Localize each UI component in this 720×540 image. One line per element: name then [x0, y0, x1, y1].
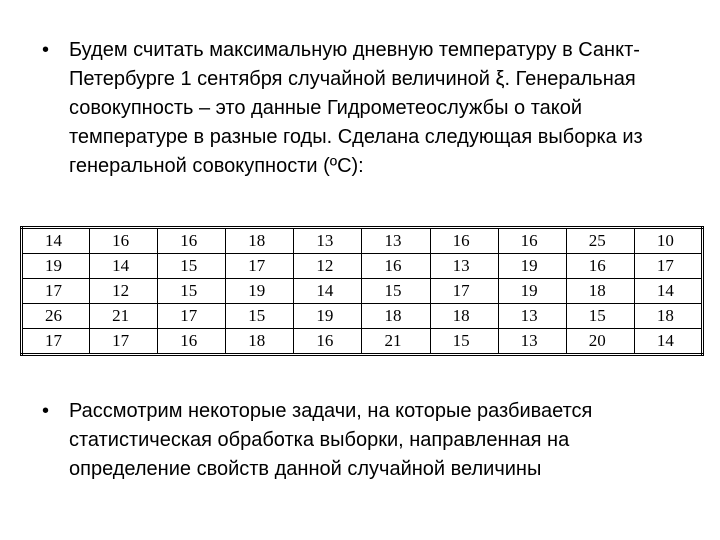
table-cell: 16	[362, 254, 430, 279]
table-row	[22, 329, 703, 355]
table-cell: 17	[158, 304, 226, 329]
table-cell: 16	[430, 228, 498, 254]
table-row	[22, 279, 703, 304]
table-cell: 19	[22, 254, 90, 279]
table-cell: 26	[22, 304, 90, 329]
table-cell: 10	[634, 228, 702, 254]
table-cell: 20	[566, 329, 634, 355]
table-cell: 17	[22, 329, 90, 355]
table-cell: 13	[362, 228, 430, 254]
table-cell: 17	[22, 279, 90, 304]
table-cell: 18	[362, 304, 430, 329]
table-cell: 19	[498, 254, 566, 279]
table-cell: 19	[294, 304, 362, 329]
table-cell: 16	[498, 228, 566, 254]
bullet-paragraph-intro	[42, 36, 682, 181]
table-cell: 13	[430, 254, 498, 279]
table-cell: 14	[22, 228, 90, 254]
table-cell: 18	[634, 304, 702, 329]
table-cell: 19	[498, 279, 566, 304]
table-cell: 17	[430, 279, 498, 304]
bullet-marker: •	[42, 400, 50, 422]
table-row	[22, 228, 703, 254]
table-cell: 21	[362, 329, 430, 355]
table-cell: 17	[226, 254, 294, 279]
table-cell: 12	[294, 254, 362, 279]
table-cell: 18	[430, 304, 498, 329]
table-cell: 25	[566, 228, 634, 254]
table-cell: 14	[90, 254, 158, 279]
table-cell: 16	[566, 254, 634, 279]
table-cell: 14	[634, 329, 702, 355]
table-cell: 21	[90, 304, 158, 329]
table-cell: 13	[498, 304, 566, 329]
table-cell: 15	[158, 254, 226, 279]
table-cell: 16	[158, 329, 226, 355]
table-cell: 13	[294, 228, 362, 254]
bullet-marker: •	[42, 39, 50, 61]
table-cell: 15	[430, 329, 498, 355]
table-cell: 16	[90, 228, 158, 254]
table-cell: 16	[158, 228, 226, 254]
table-cell: 18	[226, 228, 294, 254]
table-cell: 12	[90, 279, 158, 304]
table-cell: 15	[566, 304, 634, 329]
temperature-sample-table	[20, 226, 704, 356]
table-cell: 14	[634, 279, 702, 304]
table-cell: 18	[226, 329, 294, 355]
tasks-text: Рассмотрим некоторые задачи, на которые разбивается статистическая обработка выборки, направленная на определение свойств данной случайной величины	[69, 400, 593, 480]
table-cell: 15	[226, 304, 294, 329]
table-row	[22, 254, 703, 279]
table-cell: 16	[294, 329, 362, 355]
table-cell: 18	[566, 279, 634, 304]
intro-text: Будем считать максимальную дневную температуру в Санкт-Петербурге 1 сентября случайной величиной ξ. Генеральная совокупность – это данные Гидрометеослужбы о такой температуре в разные годы. Сделана следующая выборка из генеральной совокупности (ºС):	[69, 39, 643, 177]
table-cell: 15	[158, 279, 226, 304]
table-row	[22, 304, 703, 329]
table-cell: 13	[498, 329, 566, 355]
table-cell: 17	[90, 329, 158, 355]
bullet-paragraph-tasks	[42, 397, 682, 484]
table-cell: 17	[634, 254, 702, 279]
table-cell: 14	[294, 279, 362, 304]
table-cell: 19	[226, 279, 294, 304]
table-cell: 15	[362, 279, 430, 304]
